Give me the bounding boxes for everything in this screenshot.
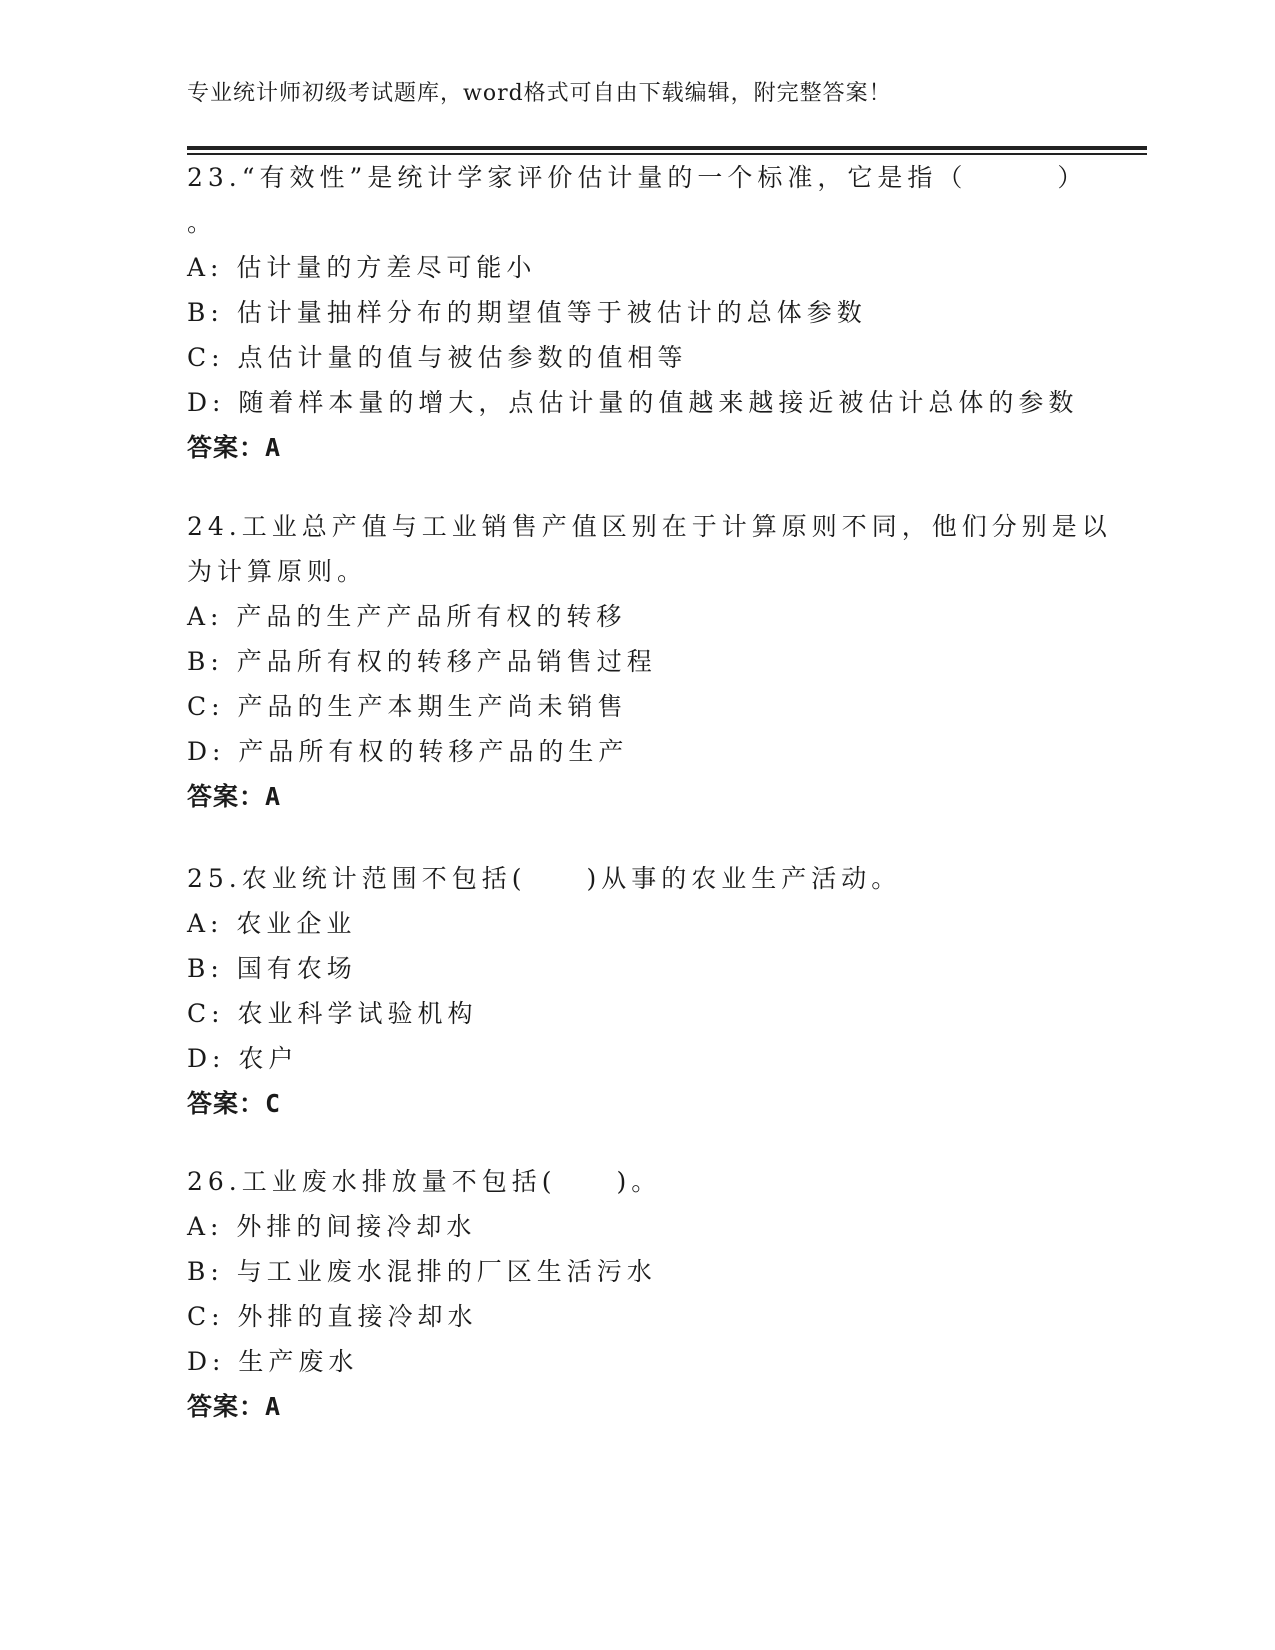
option-a: A: 产品的生产产品所有权的转移 [187, 602, 627, 631]
question-stem: 26.工业废水排放量不包括( )。 [187, 1167, 662, 1196]
page-header: 专业统计师初级考试题库，word格式可自由下载编辑，附完整答案！ [187, 81, 892, 106]
option-d: D: 随着样本量的增大，点估计量的值越来越接近被估计总体的参数 [187, 388, 1079, 417]
answer-line [187, 425, 1147, 470]
question-stem: 。 [187, 208, 218, 237]
question-25 [187, 856, 1147, 1126]
option-d: D: 产品所有权的转移产品的生产 [187, 737, 629, 766]
question-23 [187, 155, 1147, 470]
question-24 [187, 504, 1147, 819]
option-b: B: 与工业废水混排的厂区生活污水 [187, 1257, 657, 1286]
question-stem: 23.“有效性”是统计学家评价估计量的一个标准，它是指（ ） [187, 163, 1088, 192]
option-a: A: 农业企业 [187, 909, 357, 938]
option-c: C: 点估计量的值与被估参数的值相等 [187, 343, 688, 372]
answer-label: 答案： [187, 1089, 266, 1118]
question-stem: 25.农业统计范围不包括( )从事的农业生产活动。 [187, 864, 902, 893]
answer-value: A [265, 782, 282, 811]
option-b: B: 国有农场 [187, 954, 357, 983]
option-d: D: 生产废水 [187, 1347, 359, 1376]
answer-value: C [265, 1089, 282, 1118]
answer-label: 答案： [187, 433, 266, 462]
answer-line [187, 774, 1147, 819]
answer-value: A [265, 1392, 282, 1421]
answer-label: 答案： [187, 782, 266, 811]
answer-line [187, 1081, 1147, 1126]
question-stem: 24.工业总产值与工业销售产值区别在于计算原则不同，他们分别是以 [187, 512, 1112, 541]
option-a: A: 外排的间接冷却水 [187, 1212, 477, 1241]
question-stem: 为计算原则。 [187, 557, 368, 586]
question-26 [187, 1159, 1147, 1429]
option-d: D: 农户 [187, 1044, 299, 1073]
option-a: A: 估计量的方差尽可能小 [187, 253, 537, 282]
option-c: C: 农业科学试验机构 [187, 999, 478, 1028]
option-b: B: 产品所有权的转移产品销售过程 [187, 647, 657, 676]
answer-line [187, 1384, 1147, 1429]
answer-value: A [265, 433, 282, 462]
answer-label: 答案： [187, 1392, 266, 1421]
option-b: B: 估计量抽样分布的期望值等于被估计的总体参数 [187, 298, 867, 327]
option-c: C: 外排的直接冷却水 [187, 1302, 478, 1331]
option-c: C: 产品的生产本期生产尚未销售 [187, 692, 628, 721]
header-rule-thick [187, 146, 1147, 150]
